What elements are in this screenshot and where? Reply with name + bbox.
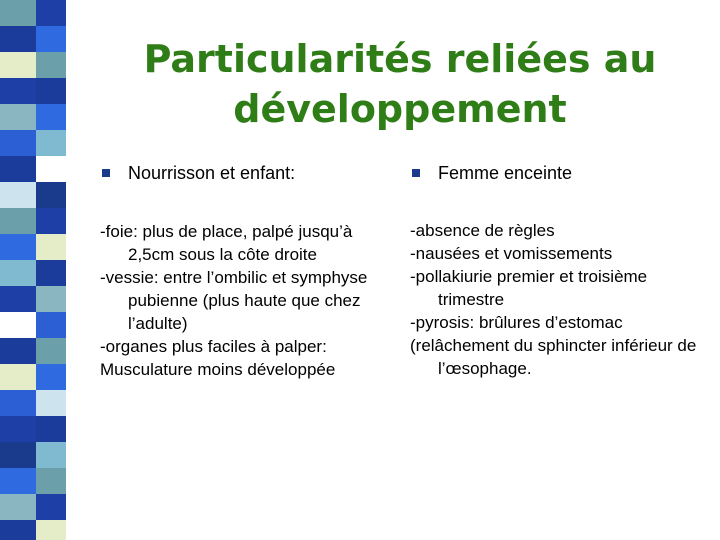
stripe-cell [36,52,66,78]
stripe-cell [36,338,66,364]
stripe-cell [36,468,66,494]
stripe-row [0,416,66,442]
stripe-cell [36,442,66,468]
stripe-cell [36,78,66,104]
stripe-row [0,234,66,260]
list-item: -organes plus faciles à palper: [100,337,327,356]
stripe-row [0,104,66,130]
stripe-cell [0,520,36,540]
stripe-row [0,78,66,104]
stripe-cell [0,182,36,208]
list-item: -nausées et vomissements [410,244,613,263]
stripe-cell [36,208,66,234]
stripe-row [0,312,66,338]
stripe-row [0,208,66,234]
left-heading [100,160,400,186]
stripe-cell [0,338,36,364]
stripe-row [0,442,66,468]
stripe-cell [0,0,36,26]
stripe-row [0,338,66,364]
list-item: -foie: plus de place, palpé jusqu’à 2,5cm sous la côte droite [100,222,353,264]
stripe-cell [0,286,36,312]
stripe-cell [0,364,36,390]
stripe-cell [36,494,66,520]
stripe-row [0,0,66,26]
left-column [100,160,400,381]
stripe-row [0,52,66,78]
left-item-list [100,220,400,381]
list-item: -pollakiurie premier et troisième trimestre [410,267,648,309]
stripe-cell [36,312,66,338]
stripe-row [0,390,66,416]
stripe-row [0,364,66,390]
stripe-row [0,130,66,156]
stripe-cell [36,104,66,130]
stripe-cell [36,182,66,208]
slide-title: Particularités reliées au développement [143,37,657,131]
stripe-cell [0,260,36,286]
stripe-row [0,260,66,286]
stripe-cell [0,26,36,52]
stripe-cell [0,156,36,182]
stripe-cell [0,78,36,104]
right-heading [410,160,710,186]
stripe-cell [0,312,36,338]
square-bullet-icon [412,169,420,177]
list-item: Musculature moins développée [100,360,336,379]
list-item: -vessie: entre l’ombilic et symphyse pubienne (plus haute que chez l’adulte) [100,268,368,333]
right-column [410,160,710,380]
stripe-cell [36,26,66,52]
stripe-cell [0,494,36,520]
list-item: -absence de règles [410,221,555,240]
stripe-row [0,26,66,52]
stripe-cell [36,0,66,26]
stripe-cell [0,468,36,494]
stripe-cell [36,364,66,390]
left-heading-label: Nourrisson et enfant: [128,162,296,183]
stripe-row [0,156,66,182]
stripe-row [0,286,66,312]
square-bullet-icon [102,169,110,177]
decorative-stripe-bar [0,0,66,540]
stripe-cell [36,156,66,182]
stripe-cell [36,390,66,416]
right-item-list [410,219,710,380]
stripe-cell [0,208,36,234]
stripe-cell [36,234,66,260]
stripe-cell [36,130,66,156]
stripe-cell [0,234,36,260]
right-heading-label: Femme enceinte [438,162,573,183]
stripe-cell [36,260,66,286]
stripe-cell [36,416,66,442]
stripe-cell [36,520,66,540]
stripe-row [0,520,66,540]
list-item: (relâchement du sphincter inférieur de l’œsophage. [410,336,697,378]
stripe-row [0,182,66,208]
stripe-cell [0,104,36,130]
stripe-cell [0,390,36,416]
stripe-cell [0,442,36,468]
stripe-row [0,494,66,520]
stripe-cell [0,130,36,156]
stripe-cell [0,52,36,78]
stripe-cell [0,416,36,442]
list-item: -pyrosis: brûlures d’estomac [410,313,623,332]
stripe-cell [36,286,66,312]
stripe-row [0,468,66,494]
